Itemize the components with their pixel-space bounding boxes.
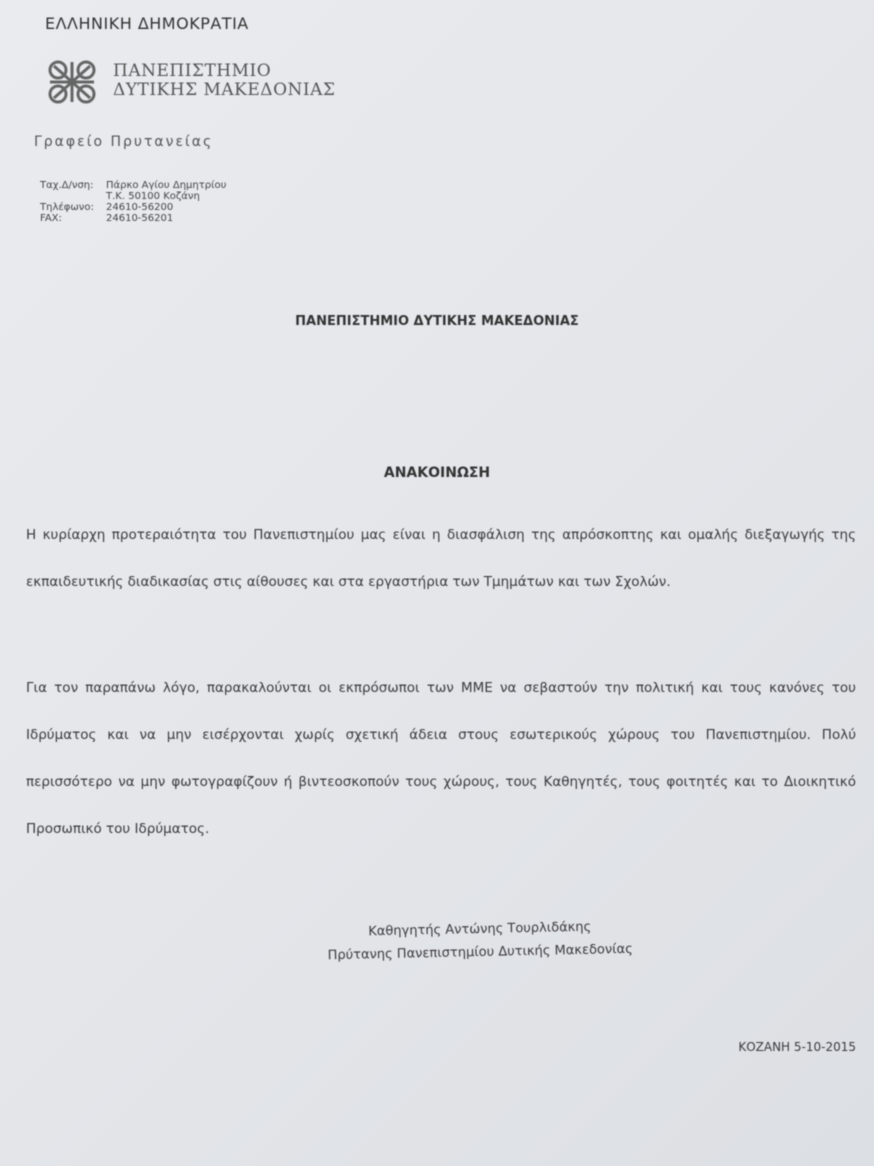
office-name: Γραφείο Πρυτανείας [34,134,214,150]
contact-row [40,213,226,224]
contact-label: Τηλέφωνο: [40,202,94,213]
paragraph-1: Η κυρίαρχη προτεραιότητα του Πανεπιστημίου μας είναι η διασφάλιση της απρόσκοπτης και ομαλής διεξαγωγής της εκπαιδευτικής διαδικασίας στις αίθουσες και στα εργαστήρια των Τμημάτων και των Σχολών. [26,527,856,590]
contact-value: Πάρκο Αγίου Δημητρίου [106,180,227,191]
paragraph-2: Για τον παραπάνω λόγο, παρακαλούνται οι εκπρόσωποι των ΜΜΕ να σεβαστούν την πολιτική και τους κανόνες του Ιδρύματος και να μην εισέρχονται χωρίς σχετική άδεια στους εσωτερικούς χώρους του Πανεπιστημίου. Πολύ περισσότερο να μην φωτογραφίζουν ή βιντεοσκοπούν τους χώρους, τους Καθηγητές, τους φοιτητές και το Διοικητικό Προσωπικό του Ιδρύματος. [26,680,856,837]
university-name [113,62,335,100]
contact-value: Τ.Κ. 50100 Κοζάνη [106,191,200,202]
contact-row [40,191,226,202]
contact-row [40,180,226,191]
contact-block [40,180,226,224]
document-title: ΑΝΑΚΟΙΝΩΣΗ [383,465,491,481]
signature-name: Καθηγητής Αντώνης Τουρλιδάκης [368,919,592,940]
contact-value: 24610-56201 [106,213,174,224]
contact-value: 24610-56200 [106,202,174,213]
signature-title: Πρύτανης Πανεπιστημίου Δυτικής Μακεδονίας [327,941,633,964]
university-name-line1: ΠΑΝΕΠΙΣΤΗΜΙΟ [113,61,272,81]
document-heading: ΠΑΝΕΠΙΣΤΗΜΙΟ ΔΥΤΙΚΗΣ ΜΑΚΕΔΟΝΙΑΣ [295,314,579,329]
document-date: ΚΟΖΑΝΗ 5-10-2015 [738,1040,856,1054]
contact-label [40,191,106,202]
contact-row [40,202,226,213]
contact-label: FAX: [40,213,62,224]
contact-label: Ταχ.Δ/νση: [40,180,94,191]
university-name-line2: ΔΥΤΙΚΗΣ ΜΑΚΕΔΟΝΙΑΣ [113,80,336,100]
country-header: ΕΛΛΗΝΙΚΗ ΔΗΜΟΚΡΑΤΙΑ [45,14,249,33]
university-logo-icon [46,58,98,106]
signature-block [200,912,761,970]
